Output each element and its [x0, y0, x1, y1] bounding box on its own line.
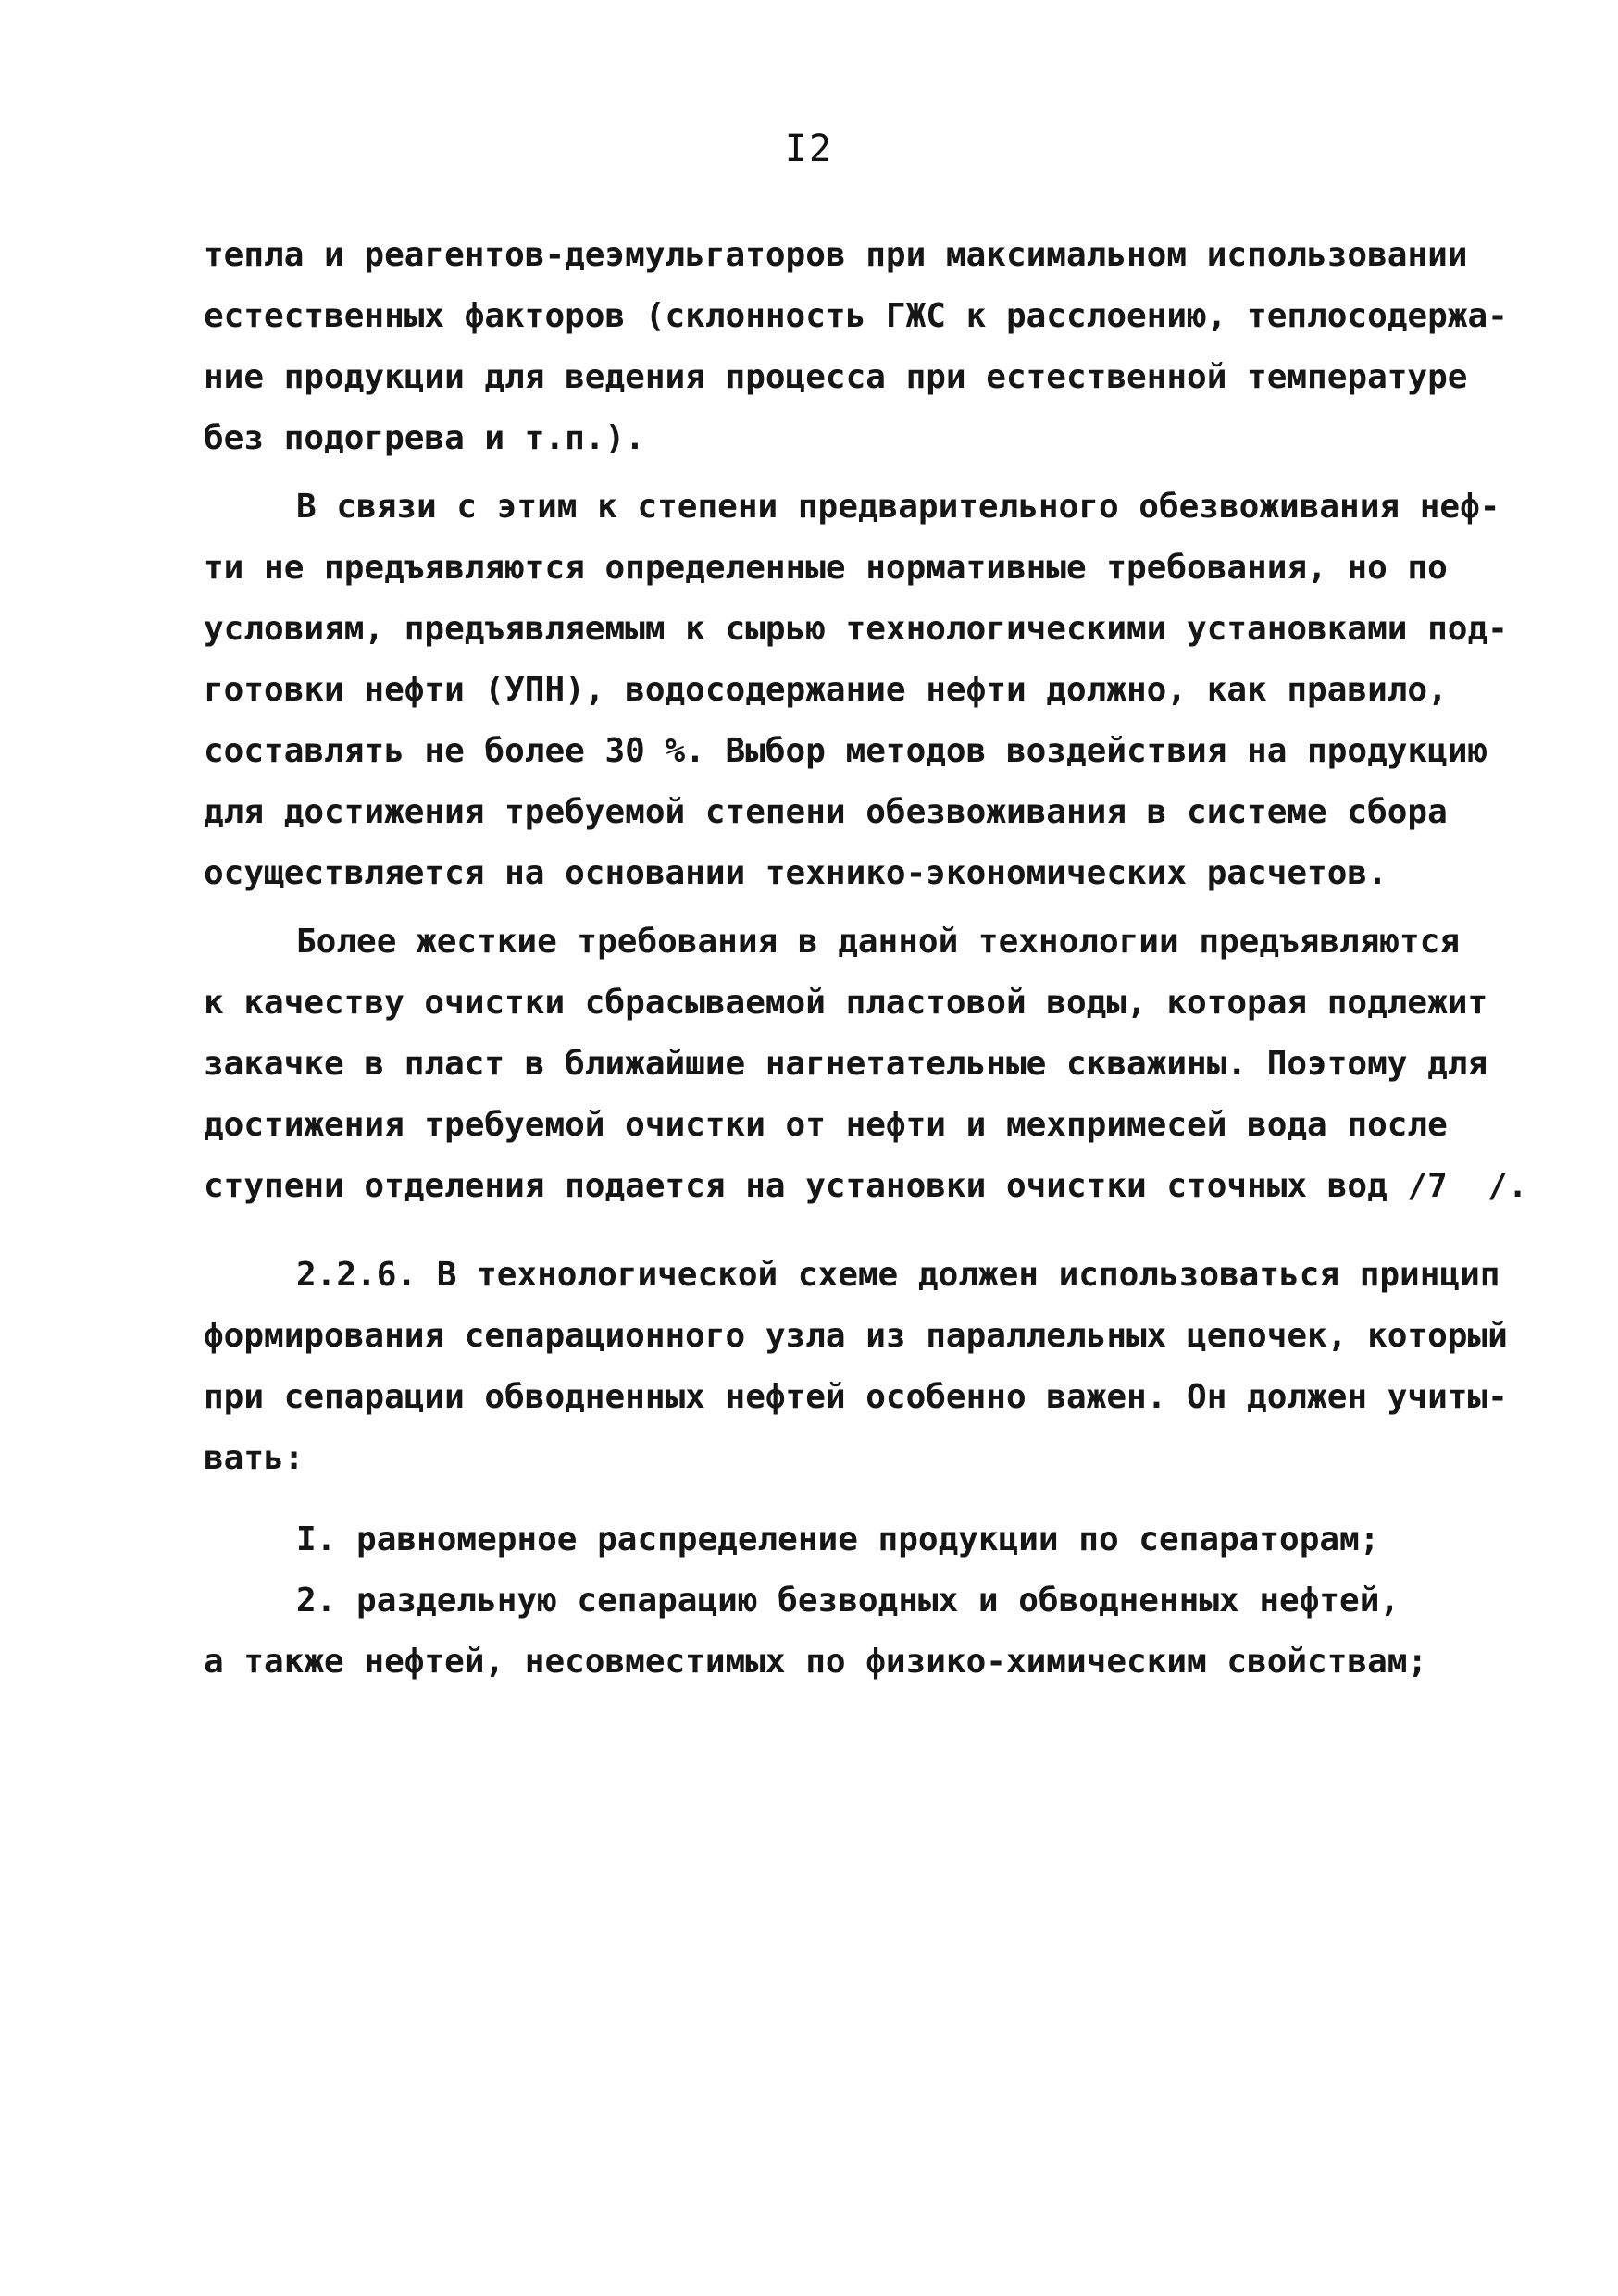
text-line: условиям, предъявляемым к сырью технологическими установками под-	[204, 610, 1508, 648]
text-line: Более жесткие требования в данной технологии предъявляются	[296, 923, 1461, 961]
paragraph-2	[204, 477, 1508, 904]
text-line: вать:	[204, 1439, 305, 1477]
text-line: 2.2.6. В технологической схеме должен использоваться принцип	[296, 1256, 1500, 1294]
list-item-1	[204, 1509, 1435, 1570]
text-line: достижения требуемой очистки от нефти и мехпримесей вода после	[204, 1106, 1448, 1144]
text-line: тепла и реагентов-деэмульгаторов при максимальном использовании	[204, 236, 1468, 274]
text-line: ние продукции для ведения процесса при естественной температуре	[204, 358, 1468, 396]
text-line: для достижения требуемой степени обезвоживания в системе сбора	[204, 793, 1448, 831]
text-line: естественных факторов (склонность ГЖС к расслоению, теплосодержа-	[204, 297, 1508, 335]
text-line: к качеству очистки сбрасываемой пластовой воды, которая подлежит	[204, 984, 1488, 1022]
text-line: I. равномерное распределение продукции по сепараторам;	[296, 1520, 1380, 1558]
text-line: готовки нефти (УПН), водосодержание нефти должно, как правило,	[204, 671, 1448, 709]
page-number: I2	[784, 128, 834, 170]
text-line: составлять не более 30 %. Выбор методов воздействия на продукцию	[204, 732, 1488, 770]
text-line: при сепарации обводненных нефтей особенно важен. Он должен учиты-	[204, 1378, 1508, 1416]
text-line: осуществляется на основании технико-экономических расчетов.	[204, 854, 1388, 892]
paragraph-4	[204, 1245, 1508, 1489]
text-line: закачке в пласт в ближайшие нагнетательные скважины. Поэтому для	[204, 1045, 1488, 1083]
paragraph-3	[204, 912, 1528, 1217]
text-line: ти не предъявляются определенные нормативные требования, но по	[204, 549, 1448, 587]
text-line: а также нефтей, несовместимых по физико-химическим свойствам;	[204, 1643, 1428, 1681]
document-body	[204, 225, 1528, 1693]
text-line: В связи с этим к степени предварительного обезвоживания неф-	[296, 488, 1500, 526]
text-line: ступени отделения подается на установки очистки сточных вод /7 /.	[204, 1167, 1528, 1205]
paragraph-1	[204, 225, 1508, 469]
text-line: формирования сепарационного узла из параллельных цепочек, который	[204, 1317, 1508, 1355]
text-line: без подогрева и т.п.).	[204, 419, 645, 457]
text-line: 2. раздельную сепарацию безводных и обводненных нефтей,	[296, 1582, 1400, 1620]
list-item-2	[204, 1570, 1435, 1693]
